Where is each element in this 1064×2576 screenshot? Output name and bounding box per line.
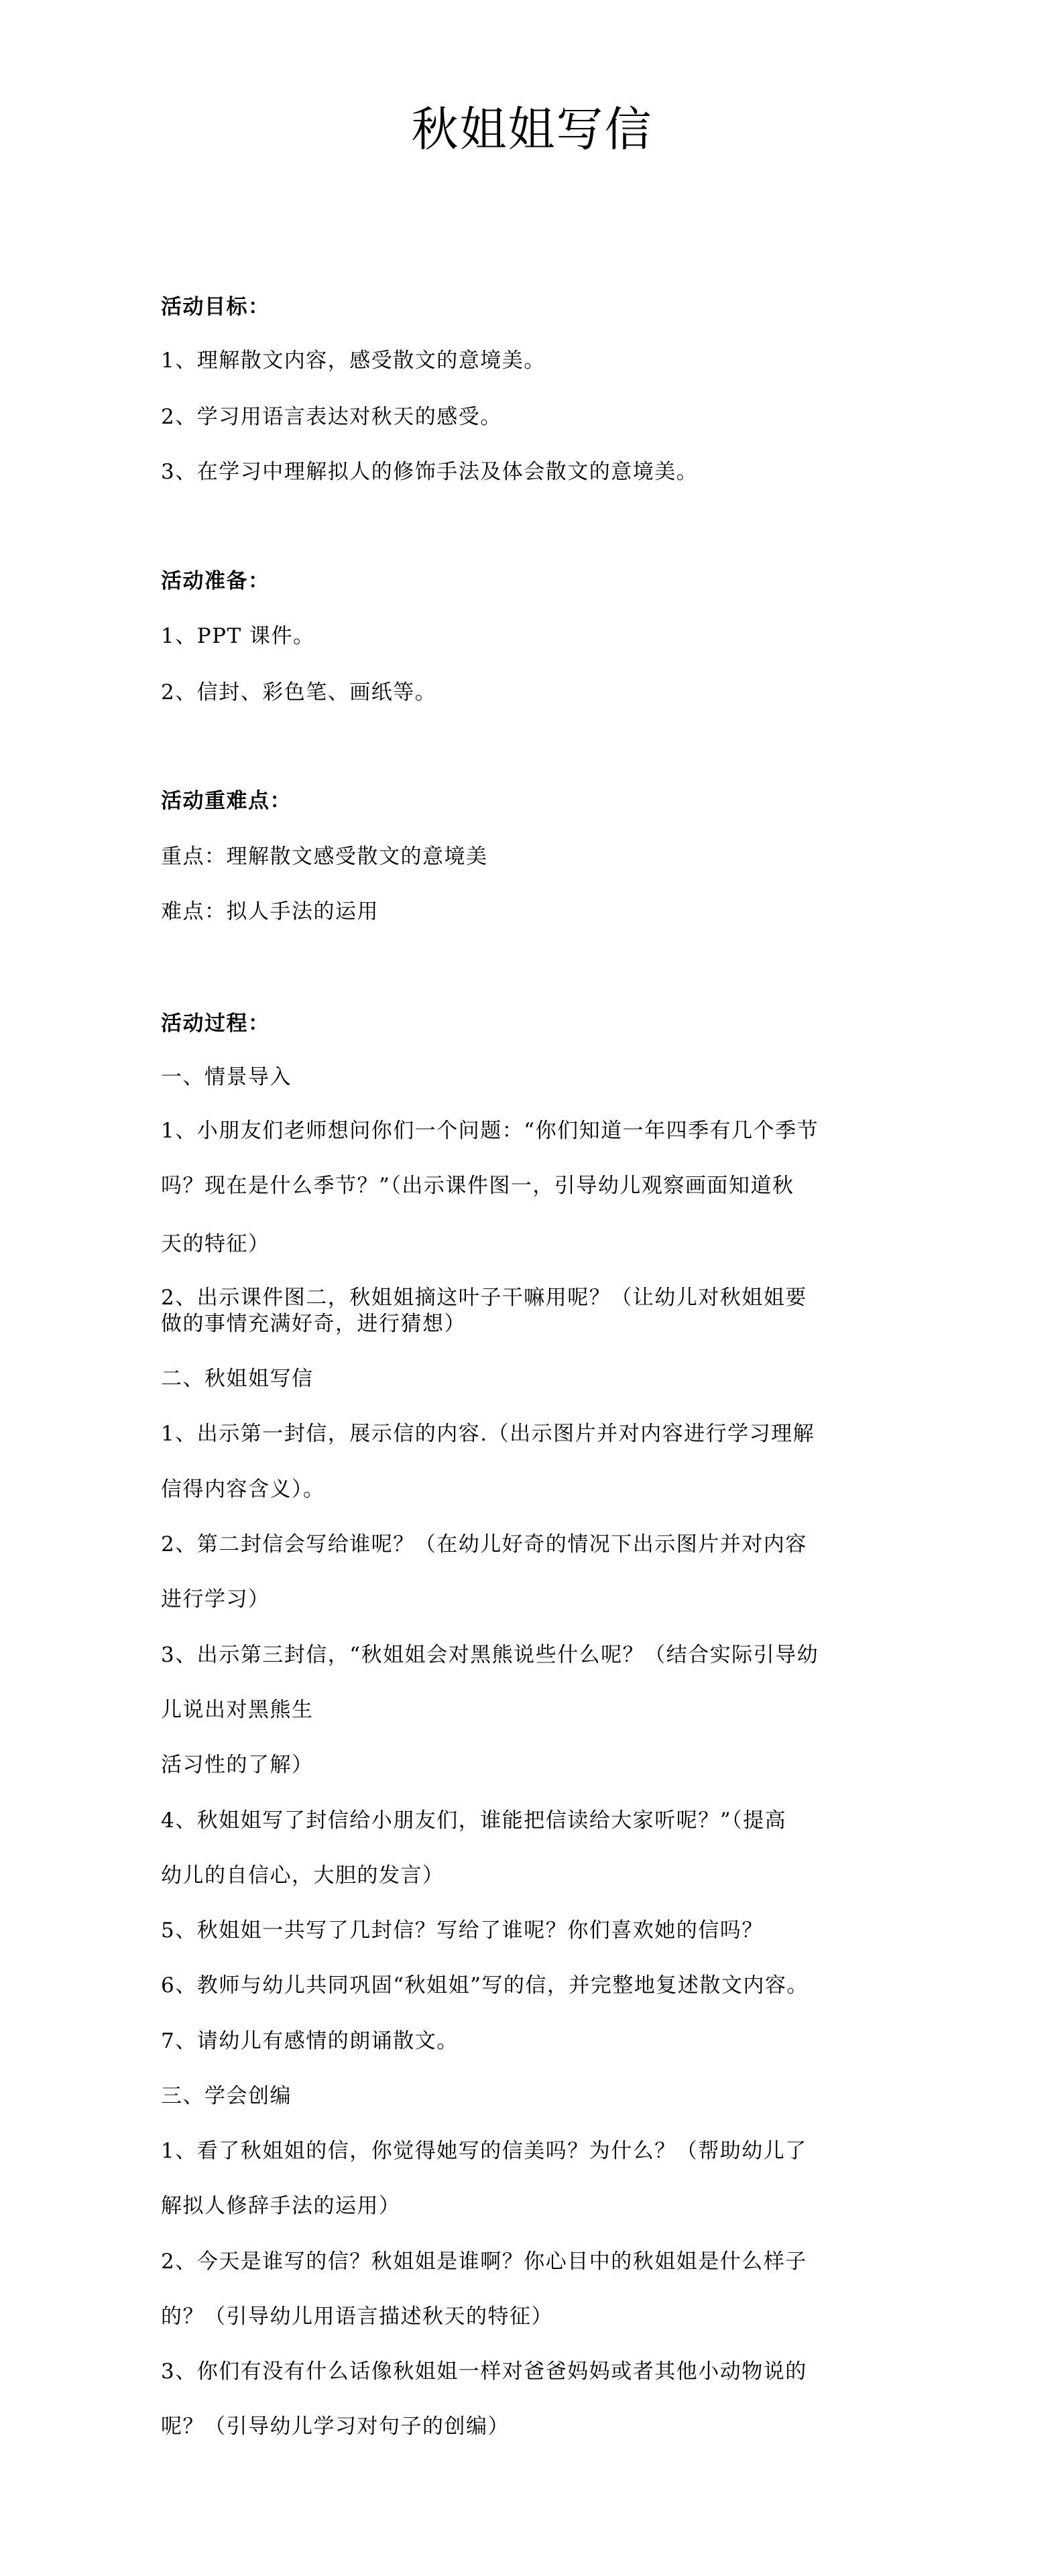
process-step-line: 2、出示课件图二，秋姐姐摘这叶子干嘛用呢？（让幼儿对秋姐姐要 [161, 1286, 807, 1310]
process-step-line: 的？（引导幼儿用语言描述秋天的特征） [161, 2305, 553, 2329]
process-step-line: 3、出示第三封信，“秋姐姐会对黑熊说些什么呢？（结合实际引导幼 [161, 1643, 819, 1667]
goal-item: 2、学习用语言表达对秋天的感受。 [161, 405, 502, 429]
process-step-line: 活习性的了解） [161, 1753, 314, 1777]
process-step-line: 6、教师与幼儿共同巩固“秋姐姐”写的信，并完整地复述散文内容。 [161, 1973, 809, 1998]
process-step-line: 呢？（引导幼儿学习对句子的创编） [161, 2414, 510, 2439]
process-part-title: 二、秋姐姐写信 [161, 1367, 314, 1391]
process-part-title: 一、情景导入 [161, 1065, 292, 1089]
preparation-item: 2、信封、彩色笔、画纸等。 [161, 680, 437, 704]
section-heading-goals: 活动目标： [161, 295, 270, 319]
goal-item: 3、在学习中理解拟人的修饰手法及体会散文的意境美。 [161, 460, 699, 484]
document-title: 秋姐姐写信 [411, 102, 653, 157]
process-step-line: 3、你们有没有什么话像秋姐姐一样对爸爸妈妈或者其他小动物说的 [161, 2359, 807, 2384]
goal-item: 1、理解散文内容，感受散文的意境美。 [161, 349, 546, 373]
section-heading-preparation: 活动准备： [161, 569, 270, 593]
process-step-line: 2、今天是谁写的信？秋姐姐是谁啊？你心目中的秋姐姐是什么样子 [161, 2250, 807, 2274]
process-step-line: 进行学习） [161, 1587, 270, 1611]
process-step-line: 吗？现在是什么季节？”（出示课件图一，引导幼儿观察画面知道秋 [161, 1174, 794, 1198]
section-heading-key-points: 活动重难点： [161, 789, 292, 813]
process-step-line: 天的特征） [161, 1232, 270, 1256]
process-step-line: 5、秋姐姐一共写了几封信？写给了谁呢？你们喜欢她的信吗？ [161, 1918, 764, 1943]
process-step-line: 信得内容含义）。 [161, 1477, 325, 1501]
process-step-line: 1、出示第一封信，展示信的内容.（出示图片并对内容进行学习理解 [161, 1422, 815, 1446]
process-step-line: 1、小朋友们老师想问你们一个问题：“你们知道一年四季有几个季节 [161, 1119, 819, 1143]
section-heading-process: 活动过程： [161, 1011, 270, 1036]
process-step-line: 解拟人修辞手法的运用） [161, 2194, 401, 2218]
process-step-line: 做的事情充满好奇，进行猜想） [161, 1312, 466, 1336]
key-point-item: 重点：理解散文感受散文的意境美 [161, 845, 488, 869]
process-part-title: 三、学会创编 [161, 2084, 292, 2108]
process-step-line: 4、秋姐姐写了封信给小朋友们，谁能把信读给大家听呢？”（提高 [161, 1808, 787, 1833]
process-step-line: 1、看了秋姐姐的信，你觉得她写的信美吗？为什么？（帮助幼儿了 [161, 2139, 807, 2163]
process-step-line: 2、第二封信会写给谁呢？（在幼儿好奇的情况下出示图片并对内容 [161, 1532, 807, 1556]
process-step-line: 幼儿的自信心，大胆的发言） [161, 1863, 445, 1888]
preparation-item: 1、PPT 课件。 [161, 624, 315, 648]
key-point-item: 难点：拟人手法的运用 [161, 900, 379, 924]
process-step-line: 7、请幼儿有感情的朗诵散文。 [161, 2029, 459, 2053]
process-step-line: 儿说出对黑熊生 [161, 1698, 314, 1722]
